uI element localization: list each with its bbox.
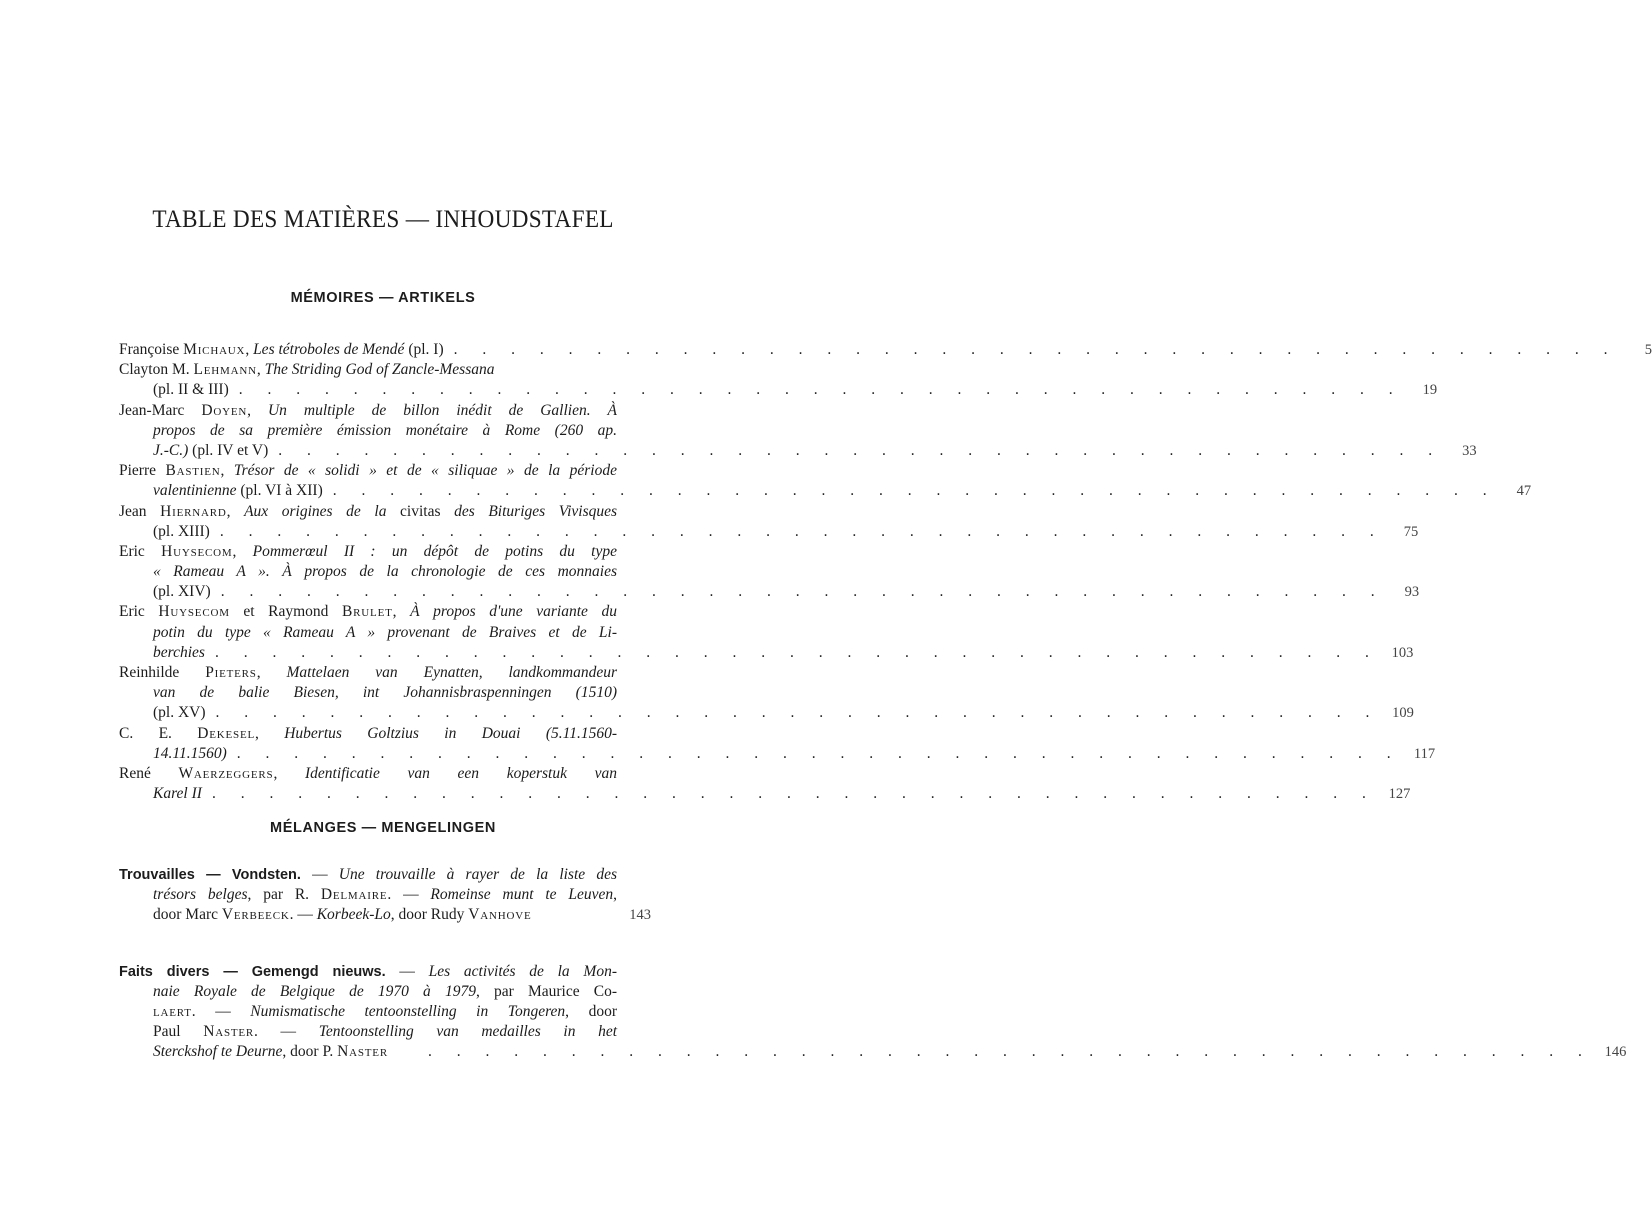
entry-extra: (pl. XIII) xyxy=(153,522,210,540)
entry-text: Reinhilde Pieters, Mattelaen van Eynatten, landkommandeur xyxy=(119,664,617,681)
entry-text: Jean-Marc Doyen, Un multiple de billon inédit de Gallien. À xyxy=(119,401,618,419)
toc-entry-lehmann[interactable] xyxy=(119,360,1438,400)
page-number: 127 xyxy=(1388,786,1411,803)
dot-leader: . . . . . . . . . . . . . . . . . . . . . . . . . . . . . . . . . . . . . . . . . xyxy=(236,744,1402,762)
toc-entry-hiernard[interactable] xyxy=(119,502,1419,542)
toc-entry-huysecom-brulet[interactable]: Eric Huysecom et Raymond Brulet, À propos d'une variante du potin du type « Rameau A » provenant de Braives et de Li- berchies . . . . . . . . . . . . . . . . . . . . . . . . . . . . . . . . . . . . . . . . . 103 xyxy=(119,602,651,663)
entry-text: Eric Huysecom et Raymond Brulet, À propos d'une variante du xyxy=(119,603,617,621)
toc-entry-bastien[interactable]: Pierre Bastien, Trésor de « solidi » et de « siliquae » de la période valentinienne (pl. VI à XII) . . . . . . . . . . . . . . . . . . . . . . . . . . . . . . . . . . . . . . . . . 47 xyxy=(119,461,651,501)
page-number: 75 xyxy=(1403,523,1419,540)
dot-leader: . . . . . . . . . . . . . . . . . . . . . . . . . . . . . . . . . . . . . . . . . xyxy=(214,643,1380,661)
dot-leader: . . . . . . . . . . . . . . . . . . . . . . . . . . . . . . . . . . . . . . . . . xyxy=(238,381,1404,399)
page-number: 47 xyxy=(1516,483,1532,500)
entry-text: Clayton M. Lehmann, The Striding God of Zancle-Messana xyxy=(119,361,495,379)
dot-leader: . . . . . . . . . . . . . . . . . . . . . . . . . . . . . . . . . . . . . . . . . xyxy=(219,522,1385,540)
entry-text: Trouvailles — Vondsten. — Une trouvaille à rayer de la liste des xyxy=(119,866,617,883)
dot-leader: . . . . . . . . . . . . . . . . . . . . . . . . . . . . . . . . . . . . . . . . . xyxy=(278,441,1443,459)
page-number: 146 xyxy=(1604,1044,1627,1061)
entry-text: René Waerzeggers, Identificatie van een koperstuk van xyxy=(119,764,617,782)
dot-leader: . . . . . . . . . . . . . . . . . . . . . . . . . . . . . . . . . . . . . . . . . xyxy=(427,1043,1593,1061)
dot-leader: . . . . . . . . . . . . . . . . . . . . . . . . . . . . . . . . . . . . . . . . . xyxy=(453,341,1618,358)
page-title: TABLE DES MATIÈRES — INHOUDSTAFEL xyxy=(152,206,614,233)
dot-leader: . . . . . . . . . . . . . . . . . . . . . . . . . . . . . . . . . . . . . . . . . xyxy=(215,704,1380,722)
page-number: 33 xyxy=(1462,442,1477,459)
page-number: 117 xyxy=(1413,745,1436,762)
entry-extra: (pl. XV) xyxy=(153,704,206,722)
page-number: 5 xyxy=(1644,342,1652,358)
section-heading-melanges: MÉLANGES — MENGELINGEN xyxy=(270,820,496,836)
entry-text: Pierre Bastien, Trésor de « solidi » et de « siliquae » de la période xyxy=(119,462,617,480)
toc-entry-huysecom[interactable]: Eric Huysecom, Pommerœul II : un dépôt de potins du type « Rameau A ». À propos de la chronologie de ces monnaies (pl. XIV) . . . . . . . . . . . . . . . . . . . . . . . . . . . . . . . . . . . . . . . . . 93 xyxy=(119,542,651,603)
entry-text: Faits divers — Gemengd nieuws. — Les activités de la Mon- xyxy=(119,962,617,980)
toc-entry-faits-divers[interactable]: Faits divers — Gemengd nieuws. — Les activités de la Mon- naie Royale de Belgique de 1970 à 1979, par Maurice Co- laert. — Numismatische tentoonstelling in Tongeren, door Paul Naster. — Tentoonstelling van medailles in het Sterckshof te Deurne, door P. Naster . . . . . . . . . . . . . . . . . . . . . . . . . . . . . . . . . . . . . . . . . 146 xyxy=(119,962,651,1063)
page-number: 109 xyxy=(1392,705,1414,722)
dot-leader: . . . . . . . . . . . . . . . . . . . . . . . . . . . . . . . . . . . . . . . . . xyxy=(211,785,1377,803)
toc-entry-waerzeggers[interactable]: René Waerzeggers, Identificatie van een koperstuk van Karel II . . . . . . . . . . . . . . . . . . . . . . . . . . . . . . . . . . . . . . . . . 127 xyxy=(119,764,651,804)
page-number: 93 xyxy=(1404,584,1420,601)
page-number: 103 xyxy=(1391,644,1414,661)
toc-entry-pieters[interactable]: Reinhilde Pieters, Mattelaen van Eynatten, landkommandeur van de balie Biesen, int Johannisbraspenningen (1510) (pl. XV) . . . . . . . . . . . . . . . . . . . . . . . . . . . . . . . . . . . . . . . . . 109 xyxy=(119,663,651,724)
toc-entry-trouvailles[interactable]: Trouvailles — Vondsten. — Une trouvaille à rayer de la liste des trésors belges, par R. Delmaire. — Romeinse munt te Leuven, door Marc Verbeeck. — Korbeek-Lo, door Rudy Vanhove 143 xyxy=(119,865,651,926)
toc-entry-doyen[interactable]: Jean-Marc Doyen, Un multiple de billon inédit de Gallien. À propos de sa première émission monétaire à Rome (260 ap. J.-C.) (pl. IV et V) . . . . . . . . . . . . . . . . . . . . . . . . . . . . . . . . . . . . . . . . . 33 xyxy=(119,401,651,462)
entry-text: Françoise Michaux, Les tétroboles de Mendé (pl. I) xyxy=(119,341,444,358)
toc-entry-dekesel[interactable]: C. E. Dekesel, Hubertus Goltzius in Douai (5.11.1560- 14.11.1560) . . . . . . . . . . . . . . . . . . . . . . . . . . . . . . . . . . . . . . . . . 117 xyxy=(119,724,651,764)
toc-entry-michaux[interactable] xyxy=(119,340,1652,360)
page-number: 143 xyxy=(629,907,651,924)
memoires-list xyxy=(119,340,1652,804)
dot-leader: . . . . . . . . . . . . . . . . . . . . . . . . . . . . . . . . . . . . . . . . . xyxy=(220,583,1386,601)
entry-text: Eric Huysecom, Pommerœul II : un dépôt de potins du type xyxy=(119,542,617,560)
entry-text: C. E. Dekesel, Hubertus Goltzius in Douai (5.11.1560- xyxy=(119,724,617,742)
section-heading-memoires: MÉMOIRES — ARTIKELS xyxy=(290,290,476,306)
entry-text: Jean Hiernard, Aux origines de la civitas des Bituriges Vivisques xyxy=(119,502,618,520)
dot-leader: . . . . . . . . . . . . . . . . . . . . . . . . . . . . . . . . . . . . . . . . . xyxy=(332,482,1498,500)
page-number: 19 xyxy=(1422,382,1438,399)
entry-extra: (pl. XIV) xyxy=(153,583,211,601)
melanges-list xyxy=(119,865,1627,1063)
entry-extra: (pl. II & III) xyxy=(153,381,229,399)
